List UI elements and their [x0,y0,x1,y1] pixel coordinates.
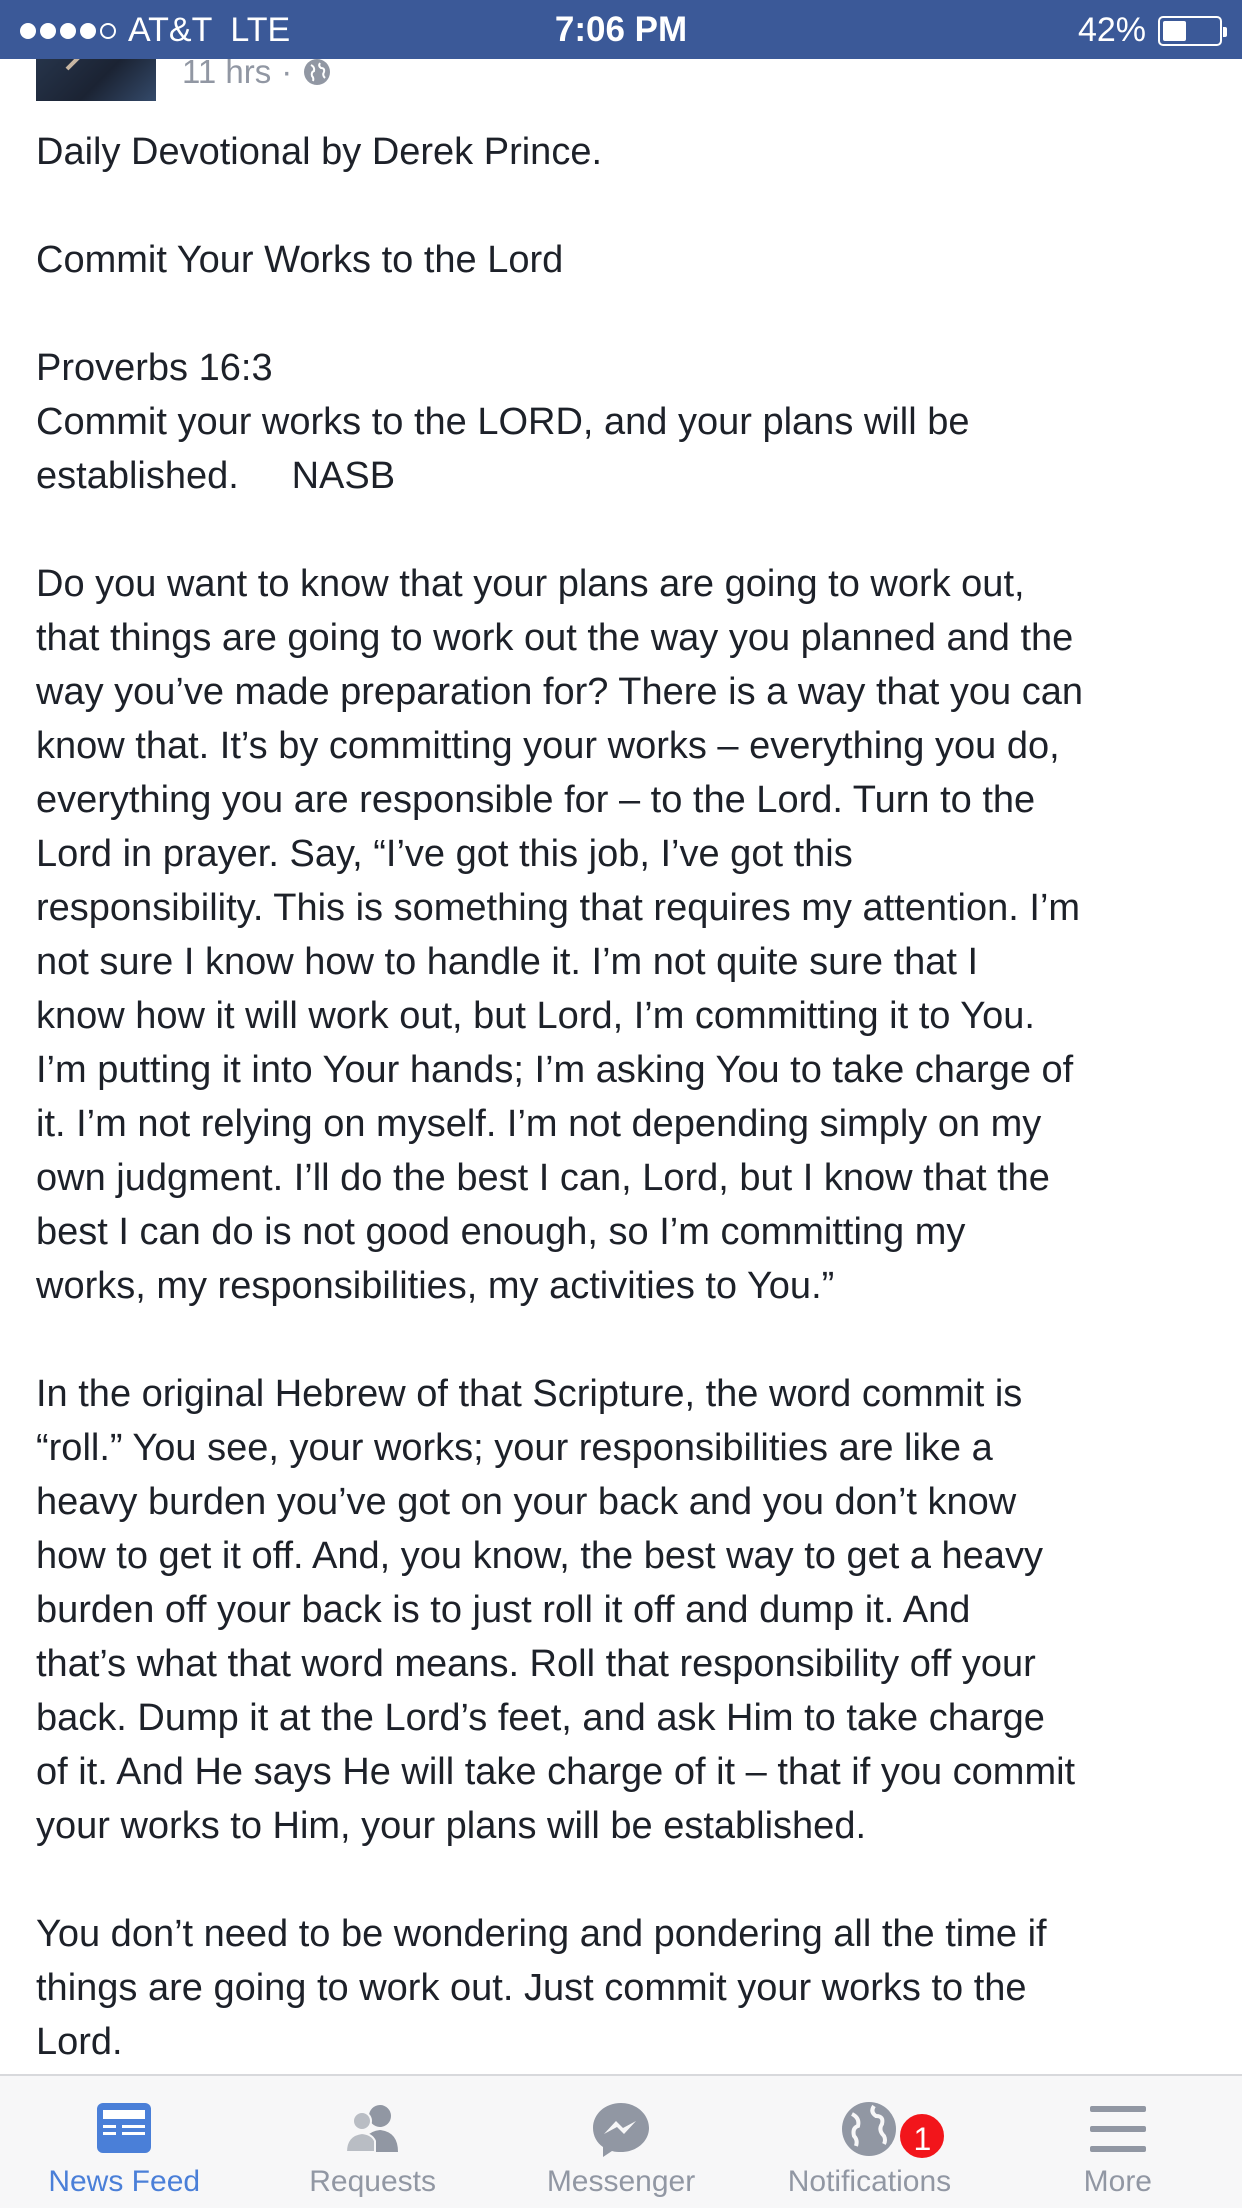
menu-icon [1087,2098,1149,2160]
post-header [0,59,1242,104]
post-paragraph [36,125,1211,179]
post-text-line: back. Dump it at the Lord’s feet, and ask Him to take charge [36,1697,1045,1739]
post-paragraph [36,1367,1211,1853]
tab-label: Requests [309,2165,436,2198]
post-text-line: Lord. [36,2021,123,2063]
tab-news-feed[interactable] [0,2076,248,2208]
meta-separator: · [281,59,293,90]
post-text-line: things are going to work out. Just commit your works to the [36,1967,1027,2009]
notification-badge: 1 [897,2111,947,2161]
post-text-line: Do you want to know that your plans are going to work out, [36,563,1025,605]
post-paragraph [36,557,1211,1313]
post-text-line: responsibility. This is something that requires my attention. I’m [36,887,1081,929]
globe-icon [302,59,332,87]
post-text-line: heavy burden you’ve got on your back and you don’t know [36,1481,1017,1523]
post-text-line: of it. And He says He will take charge of it – that if you commit [36,1751,1076,1793]
news-feed-icon [93,2098,155,2160]
battery-icon [1158,16,1222,46]
post-text-line: Commit your works to the LORD, and your plans will be [36,401,970,443]
tab-requests[interactable] [248,2076,496,2208]
post-paragraph [36,1907,1211,2069]
author-avatar[interactable] [36,59,156,101]
tab-messenger[interactable] [497,2076,745,2208]
post-text-line: established. NASB [36,455,396,497]
post-text-line: Lord in prayer. Say, “I’ve got this job, I’ve got this [36,833,853,875]
friend-requests-icon [342,2098,404,2160]
post-timestamp[interactable]: 11 hrs [182,59,272,90]
status-bar-right [1078,11,1222,50]
post-text-line: I’m putting it into Your hands; I’m asking You to take charge of [36,1049,1074,1091]
battery-level [1163,21,1186,41]
post-text-line: it. I’m not relying on myself. I’m not depending simply on my [36,1103,1042,1145]
carrier-name: AT&T [128,11,213,49]
post-text [36,125,1211,2123]
post-text-line: Proverbs 16:3 [36,347,273,389]
battery-percent: 42% [1077,11,1146,49]
post-text-line: your works to Him, your plans will be established. [36,1805,867,1847]
post-text-line: way you’ve made preparation for? There is a way that you can [36,671,1083,713]
post-paragraph [36,341,1211,503]
tab-more[interactable] [994,2076,1242,2208]
status-bar [0,0,1242,59]
post-meta [182,59,332,91]
tab-notifications[interactable] [745,2076,993,2208]
status-time: 7:06 PM [554,10,688,49]
tab-label: Messenger [546,2165,696,2198]
post-text-line: not sure I know how to handle it. I’m not quite sure that I [36,941,979,983]
messenger-icon [590,2098,652,2160]
post-text-line: In the original Hebrew of that Scripture, the word commit is [36,1373,1023,1415]
tab-bar [0,2074,1242,2208]
post-text-line: that things are going to work out the way you planned and the [36,617,1074,659]
tab-label: More [1083,2165,1152,2198]
notifications-globe-icon [838,2098,900,2160]
network-type: LTE [230,11,291,49]
post-paragraph [36,233,1211,287]
post-text-line: Daily Devotional by Derek Prince. [36,131,603,173]
post-text-line: “roll.” You see, your works; your responsibilities are like a [36,1427,993,1469]
post-text-line: works, my responsibilities, my activities to You.” [36,1265,835,1307]
post-text-line: burden off your back is to just roll it off and dump it. And [36,1589,971,1631]
post-text-line: best I can do is not good enough, so I’m committing my [36,1211,966,1253]
post-text-line: everything you are responsible for – to the Lord. Turn to the [36,779,1036,821]
tab-label: Notifications [787,2165,952,2198]
post-text-line: know that. It’s by committing your works – everything you do, [36,725,1060,767]
post-text-line: Commit Your Works to the Lord [36,239,564,281]
post-text-line: own judgment. I’ll do the best I can, Lord, but I know that the [36,1157,1050,1199]
post-text-line: You don’t need to be wondering and pondering all the time if [36,1913,1047,1955]
post-text-line: that’s what that word means. Roll that responsibility off your [36,1643,1036,1685]
post-text-line: how to get it off. And, you know, the best way to get a heavy [36,1535,1043,1577]
post-text-line: know how it will work out, but Lord, I’m committing it to You. [36,995,1035,1037]
tab-label: News Feed [48,2165,201,2198]
